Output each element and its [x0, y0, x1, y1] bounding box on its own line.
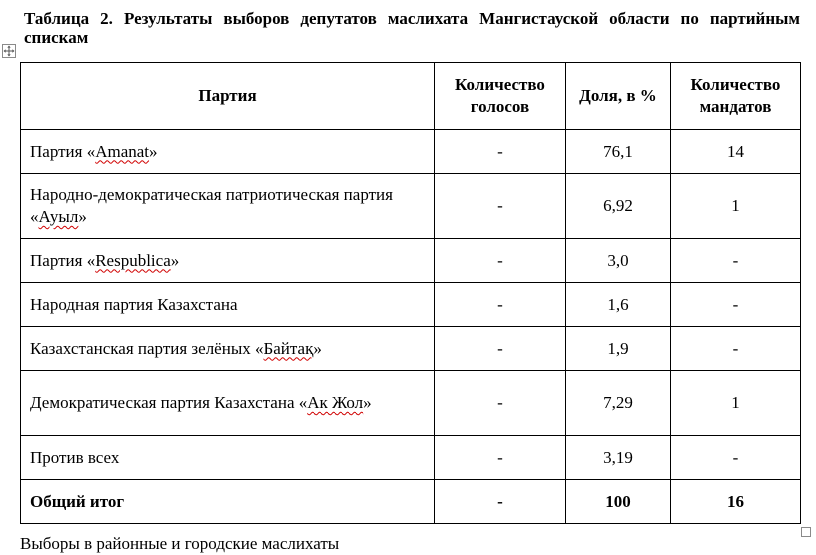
party-cell — [21, 327, 435, 371]
votes-cell: - — [435, 327, 566, 371]
party-name-spellcheck: Ауыл — [38, 207, 79, 226]
table-row — [21, 371, 801, 436]
header-party: Партия — [21, 63, 435, 130]
mandates-cell: 1 — [671, 174, 801, 239]
mandates-cell: - — [671, 436, 801, 480]
party-name-spellcheck: Ак Жол — [307, 393, 364, 412]
party-cell — [21, 371, 435, 436]
party-name-suffix: » — [149, 141, 158, 161]
mandates-cell: - — [671, 283, 801, 327]
share-cell: 3,19 — [566, 436, 671, 480]
party-name-prefix: Демократическая партия Казахстана « — [30, 393, 308, 412]
party-name-spellcheck: Amanat — [95, 141, 150, 161]
party-cell — [21, 283, 435, 327]
party-name-suffix: » — [78, 207, 87, 226]
table-row — [21, 436, 801, 480]
party-cell — [21, 239, 435, 283]
share-cell: 3,0 — [566, 239, 671, 283]
votes-cell: - — [435, 174, 566, 239]
party-name-spellcheck: Байтақ — [263, 338, 314, 358]
party-name-prefix: Народная партия Казахстана — [30, 294, 238, 314]
four-arrows-icon — [3, 45, 15, 57]
party-name-prefix: Казахстанская партия зелёных « — [30, 338, 264, 358]
share-cell: 1,6 — [566, 283, 671, 327]
votes-cell: - — [435, 283, 566, 327]
header-share: Доля, в % — [566, 63, 671, 130]
party-name-prefix: Против всех — [30, 447, 120, 467]
party-cell — [21, 436, 435, 480]
mandates-cell: 14 — [671, 130, 801, 174]
share-cell: 7,29 — [566, 371, 671, 436]
party-name-prefix: Партия « — [30, 250, 96, 270]
table-row — [21, 239, 801, 283]
votes-cell: - — [435, 130, 566, 174]
mandates-cell: - — [671, 239, 801, 283]
share-cell: 6,92 — [566, 174, 671, 239]
mandates-cell: 1 — [671, 371, 801, 436]
share-cell: 1,9 — [566, 327, 671, 371]
total-share: 100 — [566, 480, 671, 524]
votes-cell: - — [435, 436, 566, 480]
party-name-suffix: » — [363, 393, 372, 412]
total-mandates: 16 — [671, 480, 801, 524]
votes-cell: - — [435, 371, 566, 436]
table-move-handle-icon[interactable] — [2, 44, 16, 58]
share-cell: 76,1 — [566, 130, 671, 174]
party-cell — [21, 130, 435, 174]
total-votes: - — [435, 480, 566, 524]
next-paragraph-fragment: Выборы в районные и городские маслихаты — [20, 534, 340, 553]
party-name-prefix: Партия « — [30, 141, 96, 161]
table-row — [21, 130, 801, 174]
header-row — [21, 63, 801, 130]
election-results-table — [20, 62, 801, 524]
total-label: Общий итог — [21, 480, 435, 524]
party-cell — [21, 174, 435, 239]
party-name-prefix: Народно-демократическая патриотическая партия « — [30, 185, 393, 226]
party-name-suffix: » — [170, 250, 180, 270]
header-mandates: Количество мандатов — [671, 63, 801, 130]
party-name-spellcheck: Respublica — [95, 250, 171, 270]
table-resize-handle[interactable] — [801, 527, 811, 537]
table-row — [21, 174, 801, 239]
total-row — [21, 480, 801, 524]
table-row — [21, 283, 801, 327]
table-row — [21, 327, 801, 371]
column-resize-marker — [800, 129, 801, 151]
mandates-cell: - — [671, 327, 801, 371]
votes-cell: - — [435, 239, 566, 283]
header-votes: Количество голосов — [435, 63, 566, 130]
table-caption: Таблица 2. Результаты выборов депутатов маслихата Мангистауской области по партийным спискам — [24, 9, 800, 47]
party-name-suffix: » — [313, 338, 322, 358]
